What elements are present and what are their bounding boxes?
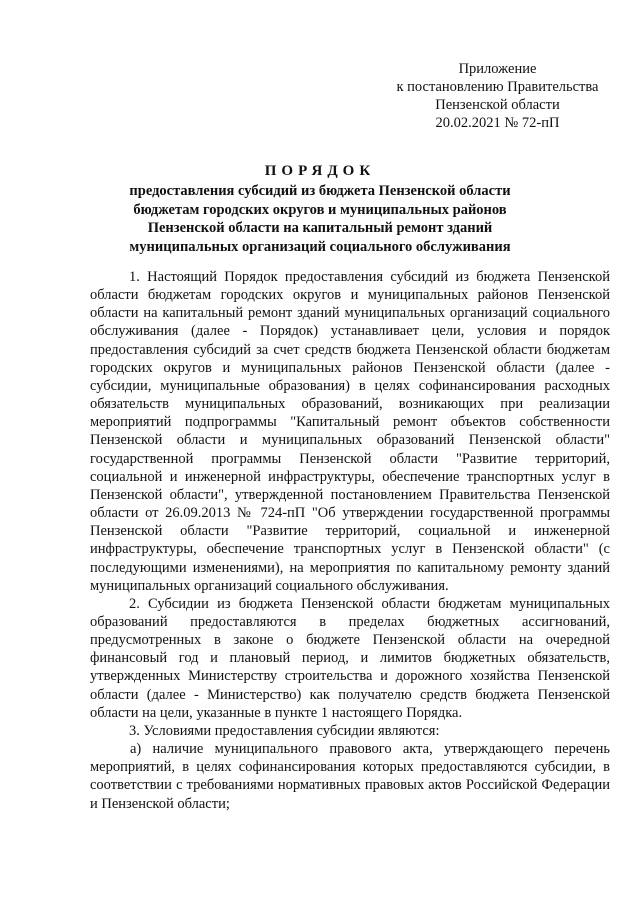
document-body <box>90 268 610 813</box>
appendix-line-region: Пензенской области <box>435 97 560 113</box>
appendix-block <box>395 60 600 132</box>
paragraph-2: 2. Субсидии из бюджета Пензенской области бюджетам муниципальных образований предоставляются в пределах бюджетных ассигнований, предусмотренных в законе о бюджете Пензенской области на очередной финансовый год и плановый период, и лимитов бюджетных обязательств, утвержденных Министерству строительства и дорожного хозяйства Пензенской области (далее - Министерство) как получателю средств бюджета Пензенской области на цели, указанные в пункте 1 настоящего Порядка. <box>90 595 610 721</box>
subtitle-line: предоставления субсидий из бюджета Пензенской области <box>129 183 511 199</box>
subtitle-line: бюджетам городских округов и муниципальных районов <box>133 201 507 218</box>
subtitle-line: Пензенской области на капитальный ремонт зданий <box>147 220 493 237</box>
appendix-line-date-number: 20.02.2021 № 72-пП <box>435 115 560 131</box>
appendix-line-decree: к постановлению Правительства <box>396 79 599 95</box>
appendix-line-label: Приложение <box>458 61 537 77</box>
paragraph-1: 1. Настоящий Порядок предоставления субсидий из бюджета Пензенской области бюджетам городских округов и муниципальных районов Пензенской области на капитальный ремонт зданий муниципальных организаций социального обслуживания (далее - Порядок) устанавливает цели, условия и порядок предоставления субсидий за счет средств бюджета Пензенской области бюджетам городских округов и муниципальных районов Пензенской области (далее - субсидии, муниципальные образования) в целях софинансирования расходных обязательств муниципальных образований, возникающих при реализации мероприятий подпрограммы "Капитальный ремонт объектов собственности Пензенской области и муниципальных образований Пензенской области" государственной программы Пензенской области "Развитие территорий, социальной и инженерной инфраструктуры, обеспечение транспортных услуг в Пензенской области", утвержденной постановлением Правительства Пензенской области от 26.09.2013 № 724-пП "Об утверждении государственной программы Пензенской области "Развитие территорий, социальной и инженерной инфраструктуры, обеспечение транспортных услуг в Пензенской области" (с последующими изменениями), на мероприятия по капитальному ремонту зданий муниципальных организаций социального обслуживания. <box>90 269 610 594</box>
document-title: ПОРЯДОК <box>264 163 376 179</box>
paragraph-3a: а) наличие муниципального правового акта, утверждающего перечень мероприятий, в целях софинансирования которых предоставляются субсидии, в соответствии с требованиями нормативных правовых актов Российской Федерации и Пензенской области; <box>90 741 610 812</box>
paragraph-3: 3. Условиями предоставления субсидии являются: <box>129 722 440 739</box>
subtitle-line: муниципальных организаций социального обслуживания <box>129 238 511 255</box>
document-subtitle <box>95 182 545 256</box>
